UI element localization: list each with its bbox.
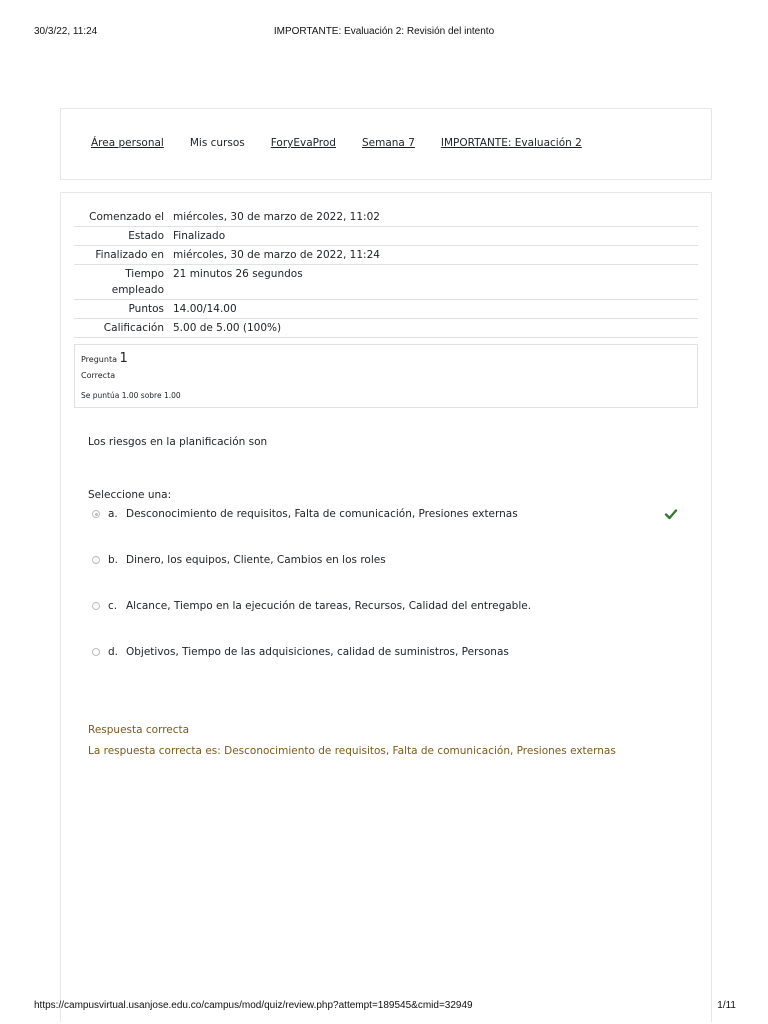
- question-grade: Se puntúa 1.00 sobre 1.00: [81, 391, 181, 400]
- answer-option-b[interactable]: [92, 554, 692, 566]
- check-icon: [664, 507, 678, 521]
- summary-label-line: Tiempo: [125, 268, 164, 280]
- answer-text: Dinero, los equipos, Cliente, Cambios en los roles: [126, 554, 386, 566]
- answer-option-d[interactable]: [92, 646, 692, 658]
- summary-label-line: empleado: [111, 284, 164, 296]
- breadcrumb-week[interactable]: Semana 7: [361, 137, 415, 149]
- summary-row-started: [74, 208, 698, 227]
- question-number: [81, 351, 128, 366]
- breadcrumb-mis-cursos[interactable]: Mis cursos: [189, 137, 245, 149]
- summary-label: Estado: [128, 230, 164, 242]
- question-state: Correcta: [81, 371, 116, 380]
- summary-label: [74, 265, 173, 299]
- breadcrumb: [91, 137, 582, 149]
- summary-value: miércoles, 30 de marzo de 2022, 11:02: [173, 211, 380, 223]
- summary-value: 14.00/14.00: [173, 303, 237, 315]
- summary-value: 5.00 de 5.00 (100%): [173, 322, 282, 334]
- question-number-value: 1: [119, 351, 128, 366]
- answer-text: Desconocimiento de requisitos, Falta de comunicación, Presiones externas: [126, 508, 518, 520]
- radio-button[interactable]: [92, 648, 100, 656]
- print-header: [0, 26, 768, 40]
- radio-button-selected[interactable]: [92, 510, 100, 518]
- answer-letter: a.: [108, 508, 118, 520]
- answer-option-a[interactable]: [92, 508, 692, 520]
- answer-text: Alcance, Tiempo en la ejecución de tareas, Recursos, Calidad del entregable.: [126, 600, 532, 612]
- answer-letter: b.: [108, 554, 119, 566]
- answer-text: Objetivos, Tiempo de las adquisiciones, calidad de suministros, Personas: [126, 646, 509, 658]
- summary-label: Puntos: [128, 303, 164, 315]
- answer-prompt: Seleccione una:: [88, 489, 172, 501]
- answer-option-c[interactable]: [92, 600, 692, 612]
- question-text: Los riesgos en la planificación son: [88, 436, 268, 448]
- attempt-summary: [74, 208, 698, 338]
- summary-value: miércoles, 30 de marzo de 2022, 11:24: [173, 249, 380, 261]
- print-footer: [0, 1000, 768, 1014]
- summary-row-marks: [74, 300, 698, 319]
- summary-row-grade: [74, 319, 698, 338]
- summary-row-state: [74, 227, 698, 246]
- feedback-title: Respuesta correcta: [88, 724, 190, 736]
- summary-label: Calificación: [103, 322, 164, 334]
- print-date: 30/3/22, 11:24: [34, 26, 98, 37]
- summary-row-time: [74, 265, 698, 300]
- answer-letter: d.: [108, 646, 119, 658]
- radio-button[interactable]: [92, 556, 100, 564]
- breadcrumb-area-personal[interactable]: Área personal: [91, 137, 164, 149]
- summary-value: 21 minutos 26 segundos: [173, 268, 303, 280]
- summary-row-completed: [74, 246, 698, 265]
- answer-letter: c.: [108, 600, 118, 612]
- question-label: Pregunta: [81, 355, 117, 364]
- page-count: 1/11: [717, 1000, 736, 1011]
- radio-button[interactable]: [92, 602, 100, 610]
- print-title: IMPORTANTE: Evaluación 2: Revisión del intento: [273, 26, 495, 37]
- breadcrumb-quiz[interactable]: IMPORTANTE: Evaluación 2: [440, 137, 582, 149]
- summary-value: Finalizado: [173, 230, 226, 242]
- question-info: [74, 344, 698, 408]
- summary-label: Finalizado en: [95, 249, 164, 261]
- breadcrumb-course[interactable]: ForyEvaProd: [270, 137, 336, 149]
- print-url: https://campusvirtual.usanjose.edu.co/campus/mod/quiz/review.php?attempt=189545&cmid=32949: [34, 1000, 473, 1011]
- feedback-correct-answer: La respuesta correcta es: Desconocimiento de requisitos, Falta de comunicación, Presiones externas: [88, 745, 616, 757]
- summary-label: Comenzado el: [89, 211, 164, 223]
- breadcrumb-container: [60, 108, 712, 180]
